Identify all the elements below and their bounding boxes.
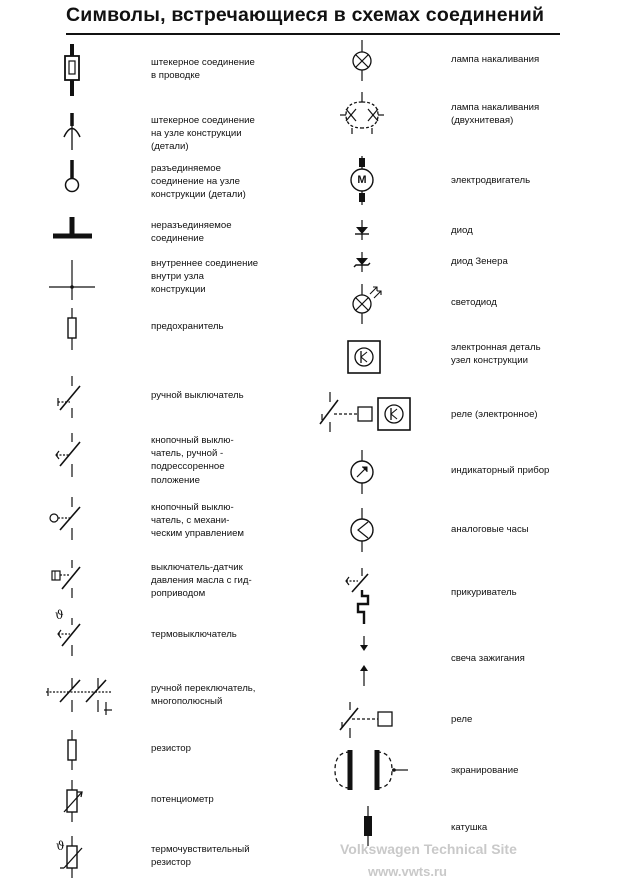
non-detachable-connection-icon <box>53 217 92 236</box>
label-diode: диод <box>451 225 473 236</box>
manual-switch-icon <box>58 376 80 418</box>
analog-clock-icon <box>351 508 373 552</box>
label-cigarette-lighter: прикуриватель <box>451 587 517 598</box>
potentiometer-icon <box>64 780 82 822</box>
push-button-manual-icon <box>56 433 80 477</box>
lamp-icon <box>353 40 371 81</box>
plug-connection-node-icon <box>64 113 80 150</box>
label-lamp: лампа накаливания <box>451 54 540 65</box>
label-relay: реле <box>451 714 473 725</box>
electronic-component-icon <box>348 341 380 373</box>
relay-electronic-icon <box>320 392 410 432</box>
label-double-filament-lamp: лампа накаливания (двухнитевая) <box>451 102 540 127</box>
label-relay-electronic: реле (электронное) <box>451 409 538 420</box>
watermark-url: www.vwts.ru <box>368 864 447 879</box>
motor-glyph: M <box>357 174 367 186</box>
label-electric-motor: электродвигатель <box>451 175 531 186</box>
diode-icon <box>355 220 369 240</box>
multipole-switch-icon <box>46 678 112 715</box>
label-push-button-mechanical: кнопочный выклю- чатель, с механи- ческим управлением <box>151 502 245 540</box>
svg-text:ϑ: ϑ <box>55 608 64 622</box>
label-zener-diode: диод Зенера <box>451 256 508 267</box>
watermark-site-name: Volkswagen Technical Site <box>340 841 517 857</box>
label-internal-connection: внутреннее соединение внутри узла конструкции <box>151 258 259 296</box>
thermo-switch-icon <box>55 608 80 656</box>
label-push-button-manual: кнопочный выклю- чатель, ручной - подрессоренное положение <box>151 435 234 486</box>
label-thermo-switch: термовыключатель <box>151 629 237 640</box>
page-title: Символы, встречающиеся в схемах соединений <box>66 4 545 26</box>
shielding-icon <box>335 750 408 790</box>
internal-connection-icon <box>49 260 95 300</box>
oil-pressure-switch-icon <box>52 560 80 598</box>
svg-text:ϑ: ϑ <box>56 839 65 853</box>
coil-icon <box>364 806 372 846</box>
label-potentiometer: потенциометр <box>151 794 214 805</box>
label-electronic-component: электронная деталь узел конструкции <box>451 342 541 367</box>
label-indicator-gauge: индикаторный прибор <box>451 465 550 476</box>
label-coil: катушка <box>451 822 488 833</box>
label-shielding: экранирование <box>451 765 519 776</box>
label-plug-connection-wire: штекерное соединение в проводке <box>151 57 255 82</box>
led-icon <box>353 284 381 324</box>
spark-plug-icon <box>360 636 368 686</box>
zener-diode-icon <box>354 252 370 272</box>
label-resistor: резистор <box>151 743 191 754</box>
label-fuse: предохранитель <box>151 321 224 332</box>
label-detachable-connection: разъединяемое соединение на узле конструкции (детали) <box>151 163 246 201</box>
label-oil-pressure-switch: выключатель-датчик давления масла с гид- роприводом <box>151 562 252 600</box>
label-led: светодиод <box>451 297 497 308</box>
detachable-connection-icon <box>66 160 79 192</box>
label-analog-clock: аналоговые часы <box>451 524 529 535</box>
label-spark-plug: свеча зажигания <box>451 653 525 664</box>
thermistor-icon <box>56 836 82 878</box>
plug-connection-wire-icon <box>65 44 79 96</box>
push-button-mechanical-icon <box>50 497 80 540</box>
cigarette-lighter-icon <box>346 568 368 624</box>
indicator-gauge-icon <box>351 450 373 494</box>
label-thermistor: термочувствительный резистор <box>151 844 250 869</box>
label-manual-switch: ручной выключатель <box>151 390 244 401</box>
resistor-icon <box>68 730 76 770</box>
label-plug-connection-node: штекерное соединение на узле конструкции (детали) <box>151 115 255 153</box>
label-non-detachable-connection: неразъединяемое соединение <box>151 220 232 245</box>
relay-icon <box>340 702 392 738</box>
fuse-icon <box>68 308 76 350</box>
double-filament-lamp-icon <box>340 92 384 134</box>
label-multipole-switch: ручной переключатель, многополюсный <box>151 683 256 708</box>
